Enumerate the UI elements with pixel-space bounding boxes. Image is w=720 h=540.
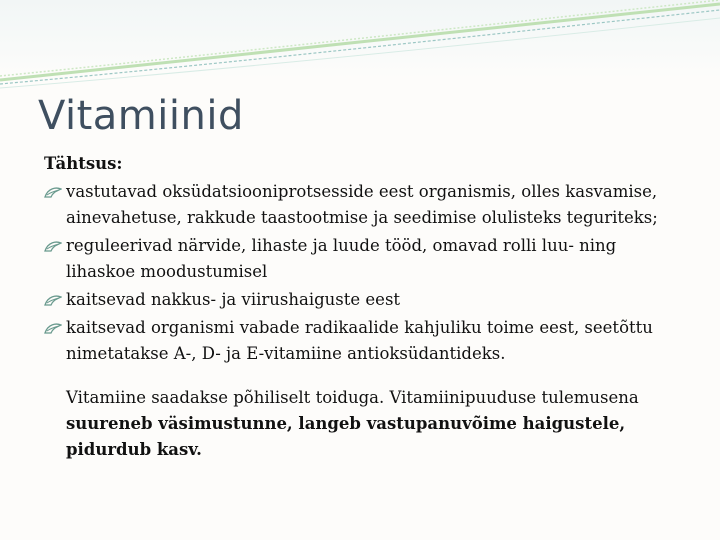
list-item [44, 233, 684, 285]
leaf-bullet-icon [44, 294, 62, 307]
bullet-text: kaitsevad nakkus- ja viirushaiguste eest [66, 290, 401, 309]
bullet-text: kaitsevad organismi vabade radikaalide kahjuliku toime eest, seetõttu nimetatakse A-, D- ja E-vitamiine antioksüdantideks. [66, 318, 653, 363]
slide-body [44, 150, 684, 463]
leaf-bullet-icon [44, 186, 62, 199]
bullet-text: reguleerivad närvide, lihaste ja luude tööd, omavad rolli luu- ning lihaskoe moodustumisel [66, 236, 617, 281]
list-item [44, 287, 684, 313]
paragraph-lead: Vitamiine saadakse põhiliselt toiduga. Vitamiinipuuduse tulemusena [66, 388, 639, 407]
section-heading: Tähtsus: [44, 154, 123, 173]
list-item [44, 179, 684, 231]
slide-title: Vitamiinid [38, 93, 244, 139]
leaf-bullet-icon [44, 322, 62, 335]
summary-paragraph [66, 385, 684, 463]
bullet-list [44, 179, 684, 367]
bullet-text: vastutavad oksüdatsiooniprotsesside eest organismis, olles kasvamise, ainevahetuse, rakkude taastootmise ja seedimise olulisteks teguriteks; [66, 182, 658, 227]
list-item [44, 315, 684, 367]
leaf-bullet-icon [44, 240, 62, 253]
decorative-swoosh [0, 0, 720, 90]
paragraph-emphasis: suureneb väsimustunne, langeb vastupanuvõime haigustele, pidurdub kasv. [66, 414, 626, 459]
